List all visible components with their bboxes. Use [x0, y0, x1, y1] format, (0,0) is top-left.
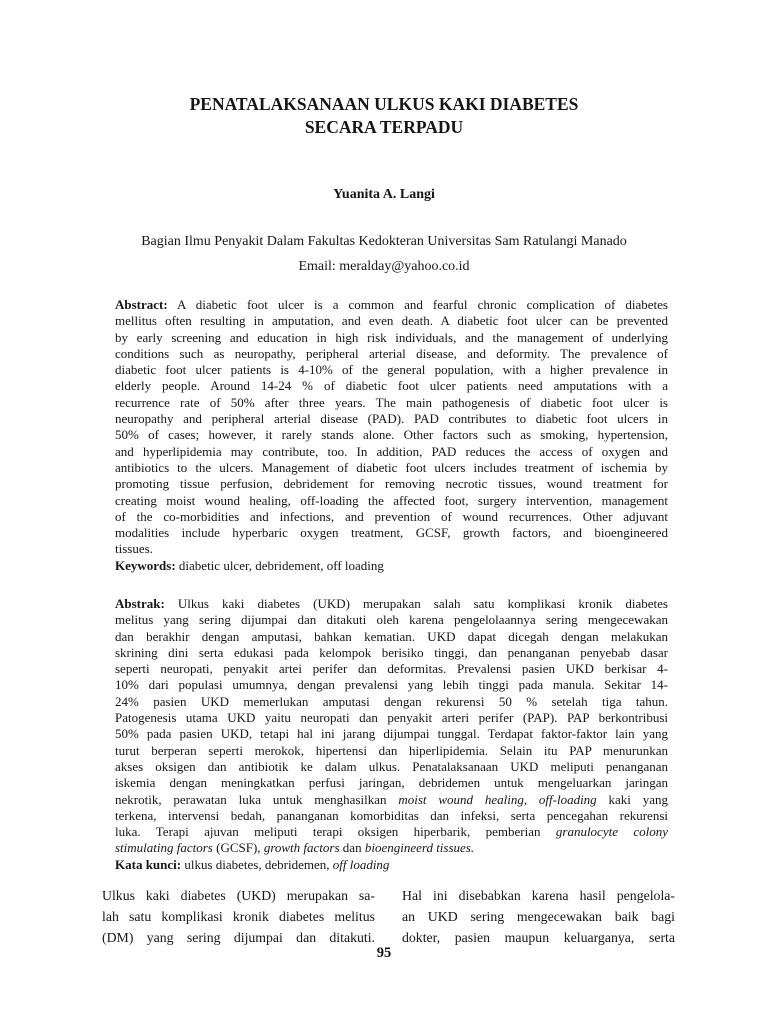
- abstract-english-block: [115, 297, 668, 574]
- text-line: modalities include hyperbaric oxygen treatment, GCSF, growth factors, and bioengineered: [115, 525, 668, 541]
- page-number: 95: [376, 945, 392, 961]
- text-line: recurrence rate of 50% after three years. The main pathogenesis of diabetic foot ulcer is: [115, 394, 668, 410]
- text-line: Hal ini disebabkan karena hasil pengelola-: [402, 888, 675, 903]
- abstract-indonesian-last-line: stimulating factors (GCSF), growth factors dan bioengineerd tissues.: [115, 840, 475, 856]
- text-line: terkena, intervensi bedah, pananganan komorbiditas dan infeksi, serta pencegahan rekurensi: [115, 807, 668, 823]
- abstract-indonesian-body: [115, 596, 668, 840]
- text-line: Ulkus kaki diabetes (UKD) merupakan sa-: [102, 888, 375, 903]
- text-line: melitus yang sering dijumpai dan ditakuti oleh karena pengelolaannya sering mengecewakan: [115, 612, 668, 628]
- text-line: PENATALAKSANAAN ULKUS KAKI DIABETES: [189, 94, 579, 114]
- text-line: promoting tissue perfusion, debridement for removing necrotic tissues, wound treatment for: [115, 476, 668, 492]
- text-line: mellitus often resulting in amputation, and even death. A diabetic foot ulcer can be prevented: [115, 313, 668, 329]
- text-line: luka. Terapi ajuvan meliputi terapi oksigen hiperbarik, pemberian granulocyte colony: [115, 824, 668, 840]
- text-line: lah satu komplikasi kronik diabetes melitus: [102, 909, 375, 925]
- text-line: turut berperan seperti merokok, hipertensi dan hiperlipidemia. Selain itu PAP menurunkan: [115, 742, 668, 758]
- text-line: akses oksigen dan antibiotik ke dalam ulkus. Penatalaksanaan UKD meliputi penanganan: [115, 758, 668, 774]
- keywords-line: Keywords: diabetic ulcer, debridement, off loading: [115, 557, 384, 573]
- text-line: antibiotics to the ulcers. Management of diabetic foot ulcers includes treatment of ischemia by: [115, 459, 668, 475]
- text-line: creating moist wound healing, off-loading the affected foot, surgery intervention, management: [115, 492, 668, 508]
- paper-title: [0, 93, 768, 139]
- abstract-indonesian-block: [115, 596, 668, 873]
- body-text-left-column: [102, 885, 375, 949]
- text-line: dan berakhir dengan amputasi, bahkan kematian. UKD dapat dicegah dengan melakukan: [115, 628, 668, 644]
- affiliation-block: [0, 229, 768, 279]
- text-line: seperti neuropati, penyakit artei perifer dan deformitas. Prevalensi pasien UKD berkisar 4-: [115, 661, 668, 677]
- body-text-right-column: [402, 885, 675, 949]
- text-line: Patogenesis utama UKD yaitu neuropati dan penyakit arteri perifer (PAP). PAP berkontribusi: [115, 710, 668, 726]
- text-line: diabetic foot ulcer patients is 4-10% of the general population, with a higher prevalence in: [115, 362, 668, 378]
- text-line: 10% dari populasi umumnya, dengan prevalensi yang lebih tinggi pada manula. Sekitar 14-: [115, 677, 668, 693]
- text-line: elderly people. Around 14-24 % of diabetic foot ulcer patients need amputations with a: [115, 378, 668, 394]
- text-line: nekrotik, perawatan luka untuk menghasilkan moist wound healing, off-loading kaki yang: [115, 791, 668, 807]
- text-line: conditions such as neuropathy, peripheral arterial disease, and deformity. The prevalence of: [115, 345, 668, 361]
- author-name: Yuanita A. Langi: [333, 187, 435, 202]
- text-line: and hyperlipidemia may contribute, too. In addition, PAD reduces the access of oxygen and: [115, 443, 668, 459]
- text-line: dokter, pasien maupun keluarganya, serta: [402, 930, 675, 946]
- abstract-english-last-line: tissues.: [115, 541, 153, 557]
- text-line: skrining dini serta edukasi pada kelompok berisiko tinggi, dan penanganan penyebab dasar: [115, 644, 668, 660]
- kata-kunci-line: Kata kunci: ulkus diabetes, debridemen, off loading: [115, 856, 390, 872]
- text-line: Abstract: A diabetic foot ulcer is a common and fearful chronic complication of diabetes: [115, 297, 668, 312]
- text-line: an UKD sering mengecewakan baik bagi: [402, 909, 675, 925]
- text-line: of the co-morbidities and infections, and prevention of wound recurrences. Other adjuvant: [115, 508, 668, 524]
- text-line: 50% of cases; however, it rarely stands alone. Other factors such as smoking, hypertension,: [115, 427, 668, 443]
- text-line: by early screening and education in high risk individuals, and the management of underlying: [115, 329, 668, 345]
- text-line: SECARA TERPADU: [304, 117, 464, 137]
- text-line: iskemia dengan meningkatkan perfusi jaringan, debridemen untuk mengeluarkan jaringan: [115, 775, 668, 791]
- abstract-english-body: [115, 297, 668, 541]
- text-line: (DM) yang sering dijumpai dan ditakuti.: [102, 930, 375, 946]
- text-line: Bagian Ilmu Penyakit Dalam Fakultas Kedokteran Universitas Sam Ratulangi Manado: [141, 234, 627, 249]
- text-line: Abstrak: Ulkus kaki diabetes (UKD) merupakan salah satu komplikasi kronik diabetes: [115, 596, 668, 611]
- text-line: Email: meralday@yahoo.co.id: [298, 259, 470, 274]
- text-line: 50% pada pasien UKD, tetapi hal ini jarang dijumpai tunggal. Terdapat faktor-faktor lain yang: [115, 726, 668, 742]
- text-line: 24% pasien UKD memerlukan amputasi dengan rekurensi 50 % setelah tiga tahun.: [115, 693, 668, 709]
- text-line: neuropathy and peripheral arterial disease (PAD). PAD contributes to diabetic foot ulcers in: [115, 411, 668, 427]
